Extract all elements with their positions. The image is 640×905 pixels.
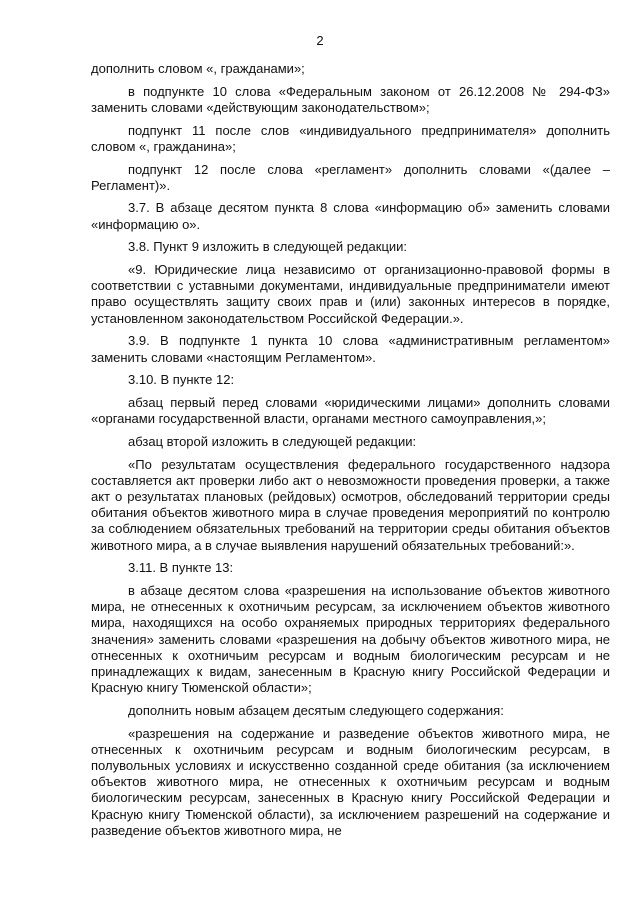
document-body [91, 61, 610, 846]
paragraph: абзац второй изложить в следующей редакции: [128, 433, 417, 449]
paragraph: 3.9. В подпункте 1 пункта 10 слова «административным регламентом» заменить словами «настоящим Регламентом». [91, 333, 610, 365]
paragraph: «По результатам осуществления федерального государственного надзора составляется акт проверки либо акт о невозможности проведения проверки, а также акт о результатах плановых (рейдовых) осмотров, обследований территории среды обитания объектов животного мира в случае проведения мероприятий по контролю за соблюдением обязательных требований на территории среды обитания объектов животного мира, а в случае выявления нарушений обязательных требований:». [91, 456, 610, 553]
paragraph: «9. Юридические лица независимо от организационно-правовой формы в соответствии с уставными документами, индивидуальные предприниматели имеют право осуществлять защиту своих прав и (или) законных интересов в порядке, установленном законодательством Российской Федерации.». [91, 262, 610, 326]
paragraph: 3.11. В пункте 13: [128, 560, 234, 576]
paragraph: дополнить новым абзацем десятым следующего содержания: [128, 702, 504, 718]
paragraph: 3.10. В пункте 12: [128, 372, 235, 388]
paragraph: «разрешения на содержание и разведение объектов животного мира, не отнесенных к охотничьим ресурсам и водным биологическим ресурсам, в полувольных условиях и искусственно созданной среде обитания (за исключением объектов животного мира, не отнесенных к охотничьим ресурсам и водным биологическим ресурсам, занесенных в Красную книгу Российской Федерации и Красную книгу Тюменской области), за исключением разрешений на содержание и разведение объектов животного мира, не [91, 725, 610, 838]
page-number: 2 [316, 33, 324, 48]
paragraph: подпункт 11 после слов «индивидуального предпринимателя» дополнить словом «, гражданина»; [91, 122, 610, 154]
paragraph: в подпункте 10 слова «Федеральным законом от 26.12.2008 № 294-ФЗ» заменить словами «действующим законодательством»; [91, 83, 610, 115]
paragraph: абзац первый перед словами «юридическими лицами» дополнить словами «органами государственной власти, органами местного самоуправления,»; [91, 394, 610, 427]
paragraph: дополнить словом «, гражданами»; [91, 61, 305, 76]
paragraph: в абзаце десятом слова «разрешения на использование объектов животного мира, не отнесенных к охотничьим ресурсам, за исключением объектов животного мира, находящихся на особо охраняемых природных территориях федерального значения» заменить словами «разрешения на добычу объектов животного мира, не отнесенных к охотничьим ресурсам и водным биологическим ресурсам и не принадлежащих к видам, занесенным в Красную книгу Российской Федерации и Красную книгу Тюменской области»; [91, 582, 610, 696]
paragraph: 3.7. В абзаце десятом пункта 8 слова «информацию об» заменить словами «информацию о». [91, 200, 610, 232]
paragraph: 3.8. Пункт 9 изложить в следующей редакции: [128, 239, 408, 255]
paragraph: подпункт 12 после слова «регламент» дополнить словами «(далее – Регламент)». [91, 161, 610, 193]
